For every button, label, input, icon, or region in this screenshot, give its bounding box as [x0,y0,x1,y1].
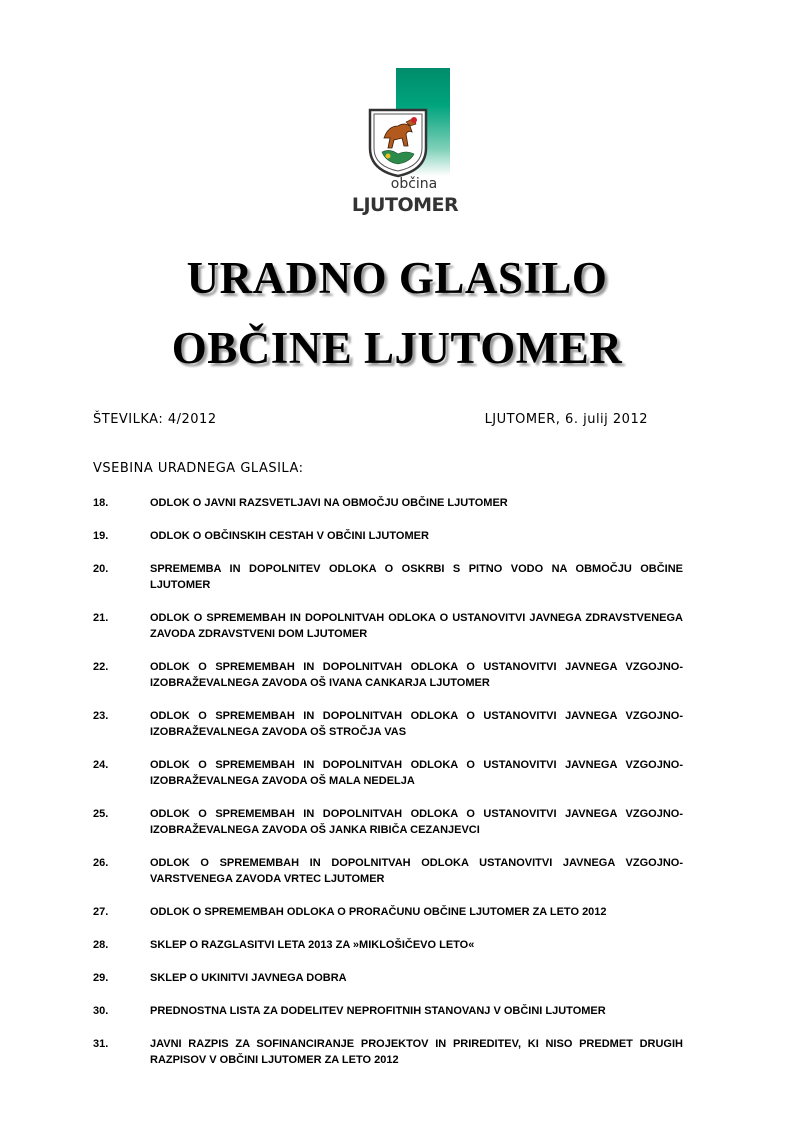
toc-item-number: 29. [93,972,109,984]
toc-item [93,708,683,740]
toc-item-title: ODLOK O SPREMEMBAH IN DOPOLNITVAH ODLOKA USTANOVITVI JAVNEGA VZGOJNO-VARSTVENEGA ZAVODA VRTEC LJUTOMER [150,857,683,885]
toc-item-title: SKLEP O RAZGLASITVI LETA 2013 ZA »MIKLOŠIČEVO LETO« [150,939,475,951]
toc-item-title: ODLOK O SPREMEMBAH IN DOPOLNITVAH ODLOKA O USTANOVITVI JAVNEGA VZGOJNO-IZOBRAŽEVALNEGA ZAVODA OŠ STROČJA VAS [150,710,683,738]
toc-item-number: 23. [93,710,109,722]
toc-item-number: 19. [93,530,109,542]
page-title-line2: OBČINE LJUTOMER [171,323,623,373]
toc-item-number: 31. [93,1038,109,1050]
toc-item-number: 20. [93,563,109,575]
toc-item [93,1036,683,1068]
toc-item-title: ODLOK O SPREMEMBAH IN DOPOLNITVAH ODLOKA O USTANOVITVI JAVNEGA VZGOJNO-IZOBRAŽEVALNEGA ZAVODA OŠ MALA NEDELJA [150,759,683,787]
toc-item-title: ODLOK O SPREMEMBAH IN DOPOLNITVAH ODLOKA O USTANOVITVI JAVNEGA ZDRAVSTVENEGA ZAVODA ZDRAVSTVENI DOM LJUTOMER [150,612,683,640]
toc-item [93,561,683,593]
toc-item-number: 24. [93,759,109,771]
toc-item-title: JAVNI RAZPIS ZA SOFINANCIRANJE PROJEKTOV IN PRIREDITEV, KI NISO PREDMET DRUGIH RAZPISOV V OBČINI LJUTOMER ZA LETO 2012 [150,1038,683,1066]
toc-item-number: 25. [93,808,109,820]
toc-item-title: ODLOK O JAVNI RAZSVETLJAVI NA OBMOČJU OBČINE LJUTOMER [150,497,508,509]
toc-item-number: 30. [93,1005,109,1017]
contents-heading: VSEBINA URADNEGA GLASILA: [93,461,304,476]
toc-item [93,610,683,642]
issue-place-date: LJUTOMER, 6. julij 2012 [484,412,648,427]
toc-item-number: 18. [93,497,109,509]
toc-item [93,855,683,887]
toc-item [93,970,683,986]
municipality-logo [340,68,460,218]
table-of-contents [93,495,683,1085]
toc-item-number: 28. [93,939,109,951]
toc-item-title: PREDNOSTNA LISTA ZA DODELITEV NEPROFITNIH STANOVANJ V OBČINI LJUTOMER [150,1005,606,1017]
page-title-line1: URADNO GLASILO [186,253,608,303]
toc-item-title: ODLOK O SPREMEMBAH ODLOKA O PRORAČUNU OBČINE LJUTOMER ZA LETO 2012 [150,906,607,918]
toc-item-number: 27. [93,906,109,918]
toc-item [93,904,683,920]
toc-item [93,937,683,953]
coat-of-arms-icon [368,108,428,178]
toc-item [93,528,683,544]
toc-item-number: 21. [93,612,109,624]
toc-item-title: ODLOK O OBČINSKIH CESTAH V OBČINI LJUTOMER [150,530,429,542]
toc-item [93,659,683,691]
toc-item [93,495,683,511]
toc-item-number: 26. [93,857,109,869]
toc-item [93,806,683,838]
toc-item [93,757,683,789]
toc-item-title: SPREMEMBA IN DOPOLNITEV ODLOKA O OSKRBI S PITNO VODO NA OBMOČJU OBČINE LJUTOMER [150,563,683,591]
toc-item-number: 22. [93,661,109,673]
logo-text-obcina: občina [390,176,438,192]
issue-number: ŠTEVILKA: 4/2012 [93,412,217,427]
toc-item [93,1003,683,1019]
toc-item-title: ODLOK O SPREMEMBAH IN DOPOLNITVAH ODLOKA O USTANOVITVI JAVNEGA VZGOJNO-IZOBRAŽEVALNEGA ZAVODA OŠ IVANA CANKARJA LJUTOMER [150,661,683,689]
toc-item-title: ODLOK O SPREMEMBAH IN DOPOLNITVAH ODLOKA O USTANOVITVI JAVNEGA VZGOJNO-IZOBRAŽEVALNEGA ZAVODA OŠ JANKA RIBIČA CEZANJEVCI [150,808,683,836]
logo-text-ljutomer: LJUTOMER [351,194,459,216]
toc-item-title: SKLEP O UKINITVI JAVNEGA DOBRA [150,972,347,984]
